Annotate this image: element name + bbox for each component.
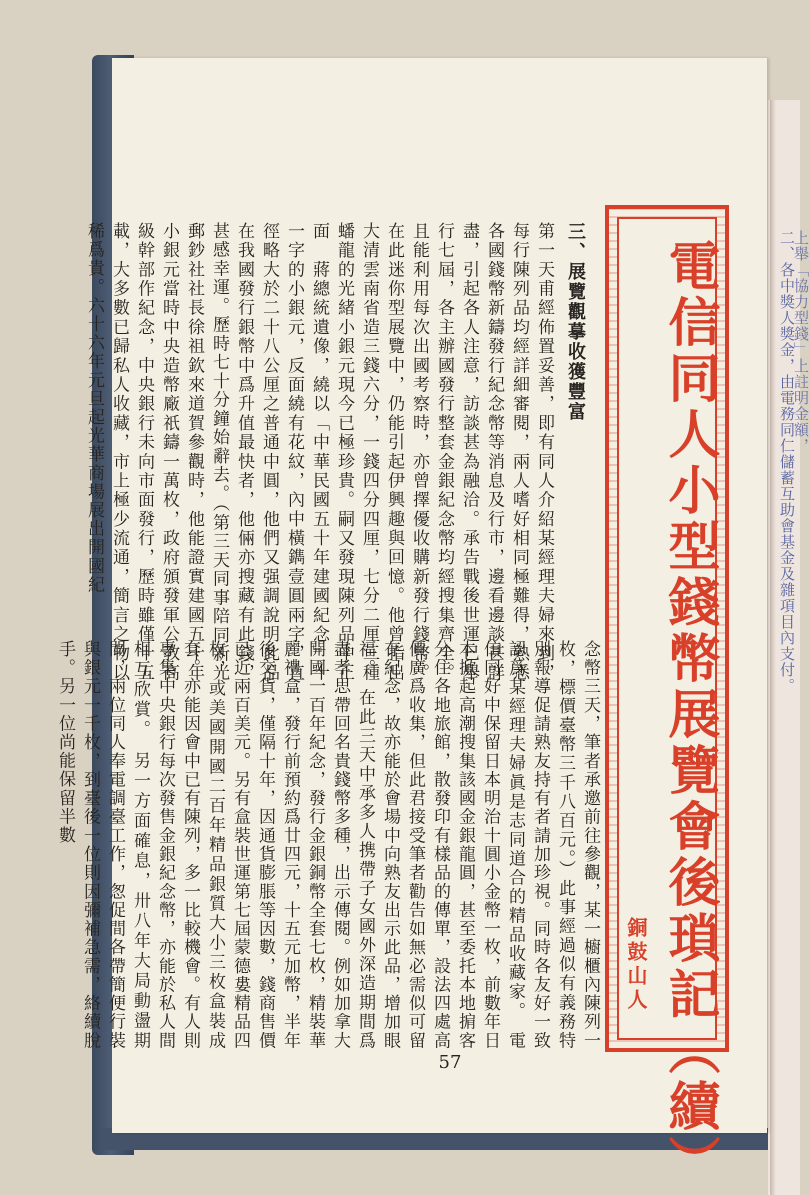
article-author: 銅鼓山人 [624, 917, 648, 1013]
title-frame [605, 205, 729, 1191]
adjacent-page-text-2: 上舉「協力型錢」上註明金額， [792, 230, 810, 454]
title-frame-inner [617, 217, 720, 1191]
section-heading: 三、展覽觀摹收獲豐富 [565, 222, 586, 422]
page-edge-fold [770, 100, 776, 1195]
upper-body-text: 第一天甫經佈置妥善，即有同人介紹某經理夫婦來到，每行陳列品均經詳細審閱，兩人嗜好相同極難得，熟悉各國錢幣新鑄發行紀念幣等消息及行市，邊看邊談甚詳盡，引起各人注意，訪談甚為融洽。承告戰後世運已舉行七屆，各主辦國發行整套金銀紀念幣均經搜集齊全。且能利用每次出國考察時，亦曾擇優收購新發行錢幣。在此迷你型展覽中，仍能引起伊興趣與回憶。他曾指出大清雲南省造三錢六分，一錢四分四厘，七分二厘三種蟠龍的光緒小銀元現今已極珍貴。嗣又發現陳列品中正面 蔣總統遺像，繞以「中華民國五十年建國紀念」十一字的小銀元，反面繞有花紋，內中橫鐫壹圓兩字，直徑略大於二十八公厘之普通中圓，他們又强調說明此品在我國發行銀幣中爲升值最快者，他倆亦搜藏有此錢，甚感幸運。歷時七十分鐘始辭去。（第三天同事陪同新光郵鈔社社長徐祖欽來道賀參觀時，他能證實建國五十年小銀元當時中央造幣廠祇鑄一萬枚，政府頒發軍公教高級幹部作紀念，中央銀行未向市面發行，歷時雖僅十五載，大多數已歸私人收藏，市上極少流通，簡言之物以稀爲貴。六十六年元旦起光華商場展出開國紀 [84, 222, 554, 682]
adjacent-page-text: 二、各中獎人獎金，由電務同仁儲蓄互助會基金及雜項目內支付。 [778, 230, 796, 694]
page-number: 57 [438, 1052, 462, 1073]
article-title: 電信同人小型錢幣展覽會後瑣記（續） [659, 239, 720, 1191]
lower-body-text: 念幣三天，筆者承邀前往參觀，某一櫥櫃內陳列一枚，標價臺幣三千八百元。）此事經過似有義務特別報導促請熟友持有者請加珍視。同時各友好一致認爲某經理夫婦眞是志同道合的精品收藏家。 電信同好中保留日本明治十圓小金幣一枚，前數年日本掀起高潮搜集該國金銀龍圓，甚至委托本地掮客分住各地旅館，散發印有樣品的傳單，設法四處高價廣爲收集，但此君接受筆者勸告如無必需似可留存紀念，故亦能於會場中向熟友出示此品，增加眼福。 在此三天中承多人携帶子女國外深造期間爲盡孝思帶回名貴錢幣多種，出示傳閱。例如加拿大開國一百年紀念，發行金銀銅幣全套七枚，精裝華麗禮盒，發行前預約爲廿四元，十五元加幣，半年後交貨，僅隔十年，因通貨膨脹等因數，錢商售價已近兩百美元。另有盒裝世運第七屆蒙德婁精品四枚，或美國開國二百年精品銀質大小三枚盒裝成套。亦能因會中已有陳列，多一比較機會。有人則專集中央銀行每次發售金銀紀念幣，亦能於私人間相互欣賞。 另一方面確息，卅八年大局動盪期間，兩位同人奉電調臺工作，怱促間各帶簡便行裝與銀元一千枚，到臺後一位則因彌補急需，絡續脫手。另一位尚能保留半數 [55, 640, 600, 1050]
